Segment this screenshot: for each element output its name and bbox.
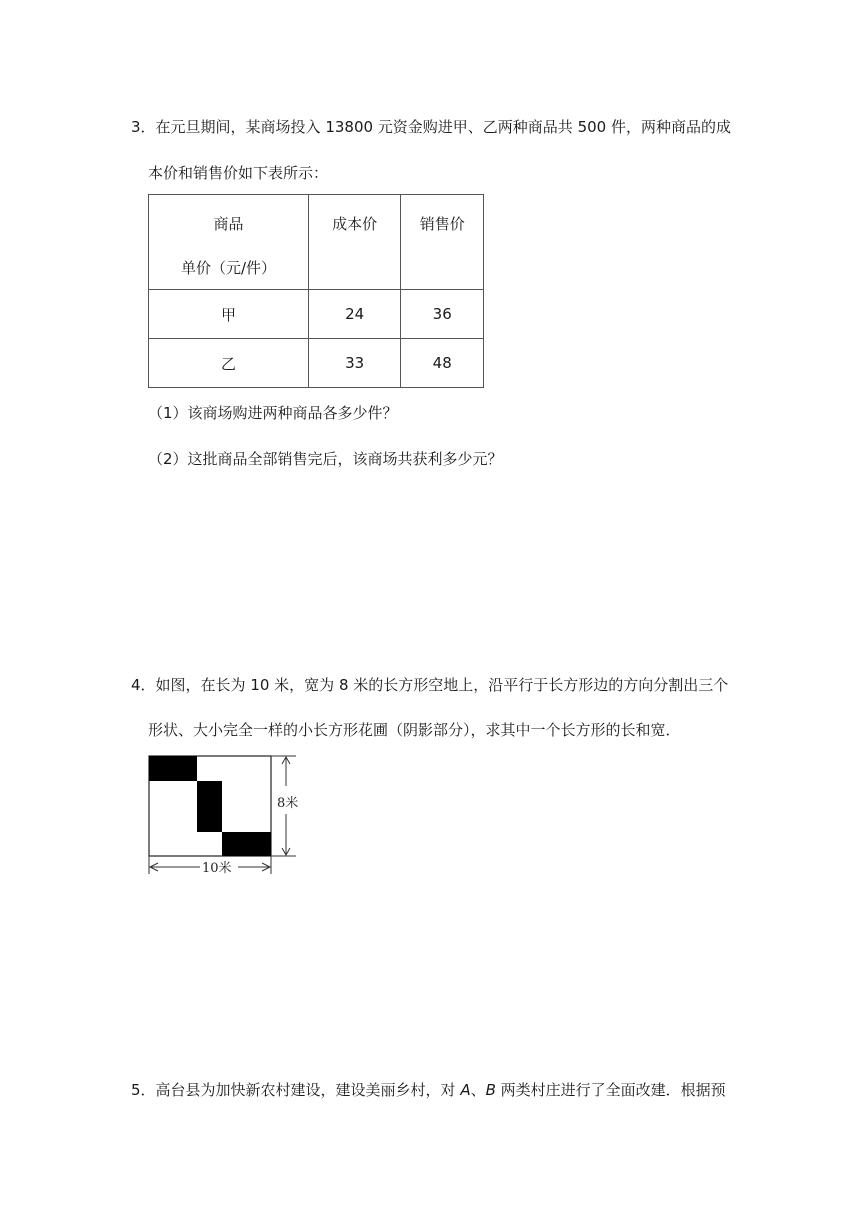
header-cost-label: 成本价 (332, 215, 378, 233)
header-unit-label: 单价（元/件） (180, 259, 276, 277)
q3-line1 (131, 117, 731, 137)
q5-var-a: A (460, 1081, 471, 1099)
q3-line2: 本价和销售价如下表所示： (148, 164, 329, 182)
header-sale-cell (401, 195, 484, 290)
q4-line1 (131, 675, 728, 695)
table-row (149, 290, 484, 339)
garden-figure (146, 750, 306, 882)
q5-text-b: 两类村庄进行了全面改建．根据预 (495, 1081, 726, 1099)
q4-number: 4． (131, 676, 156, 694)
row-sale: 36 (401, 290, 484, 339)
row-cost: 24 (308, 290, 400, 339)
header-cost-cell (308, 195, 400, 290)
row-item: 甲 (149, 290, 309, 339)
price-table (148, 194, 484, 388)
header-item-label: 商品 (213, 215, 244, 233)
shaded-rectangle-2 (197, 781, 222, 832)
table-row (149, 339, 484, 388)
header-sale-label: 销售价 (419, 215, 465, 233)
row-cost: 33 (308, 339, 400, 388)
q5-line1 (131, 1080, 726, 1100)
q5-number: 5． (131, 1081, 156, 1099)
q5-sep: 、 (470, 1081, 486, 1099)
q4-line2: 形状、大小完全一样的小长方形花圃（阴影部分），求其中一个长方形的长和宽． (148, 721, 681, 739)
garden-diagram (146, 750, 306, 878)
shaded-rectangle-1 (149, 756, 197, 781)
table-header-row (149, 195, 484, 290)
header-item-cell (149, 195, 309, 290)
row-sale: 48 (401, 339, 484, 388)
q4-text-line1: 如图，在长为 10 米，宽为 8 米的长方形空地上，沿平行于长方形边的方向分割出三个 (155, 676, 729, 694)
q3-sub1: （1）该商场购进两种商品各多少件？ (148, 404, 398, 422)
q3-text-line1: 在元旦期间，某商场投入 13800 元资金购进甲、乙两种商品共 500 件，两种商品的成 (155, 118, 731, 136)
q3-number: 3． (131, 118, 156, 136)
q3-sub2: （2）这批商品全部销售完后，该商场共获利多少元？ (148, 450, 503, 468)
height-label: 8米 (277, 796, 299, 811)
q5-text-a: 高台县为加快新农村建设，建设美丽乡村，对 (155, 1081, 461, 1099)
shaded-rectangle-3 (222, 832, 271, 856)
q5-var-b: B (485, 1081, 496, 1099)
width-label: 10米 (202, 861, 232, 876)
row-item: 乙 (149, 339, 309, 388)
